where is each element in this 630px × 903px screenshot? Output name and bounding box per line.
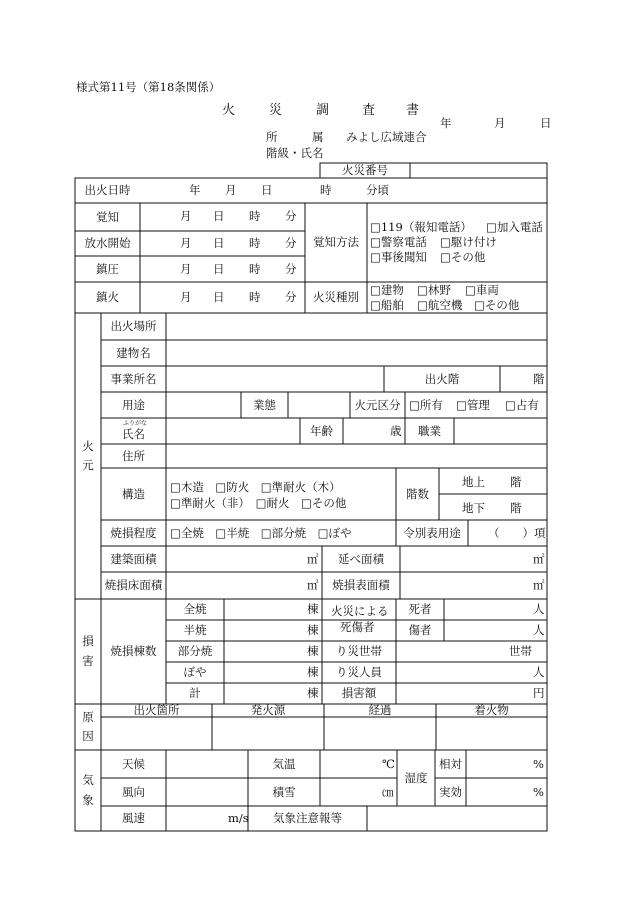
building-label: 建物名 <box>116 345 151 360</box>
office-label: 事業所名 <box>110 371 157 386</box>
sqm-unit: ㎡ <box>307 552 319 566</box>
unit-minute: 分 <box>285 262 297 276</box>
extinguish-label: 鎮火 <box>96 290 119 305</box>
unit-hour: 時 <box>249 236 261 250</box>
method-option[interactable]: □加入電話 <box>486 220 543 234</box>
affil-label: 所 <box>266 130 278 144</box>
cm-unit: ㎝ <box>382 785 394 799</box>
cause-header: 経過 <box>368 703 392 718</box>
damage-options[interactable]: □全焼 □半焼 □部分焼 □ぼや <box>170 526 352 540</box>
sqm-unit: ㎡ <box>533 552 545 566</box>
detect-label: 覚知 <box>96 209 119 224</box>
total-area-label: 延べ面積 <box>338 551 384 566</box>
burn-row-label: 計 <box>189 686 201 701</box>
unit-hour: 時 <box>249 262 261 276</box>
method-option[interactable]: □事後聞知 <box>370 250 427 264</box>
name-ruby: ふりがな <box>123 420 148 427</box>
floors-label: 階数 <box>406 486 429 501</box>
type-option[interactable]: □その他 <box>474 298 520 312</box>
pct-unit: % <box>533 785 544 799</box>
type-option[interactable]: □林野 <box>417 283 451 297</box>
class-option[interactable]: □所有 <box>409 398 443 412</box>
date-day: 日 <box>540 116 552 130</box>
snow-label: 積雪 <box>272 784 296 799</box>
unit-day: 日 <box>213 262 225 276</box>
ms-unit: m/s <box>228 811 249 825</box>
date-year: 年 <box>440 116 452 130</box>
age-label: 年齢 <box>310 423 333 438</box>
unit-day: 日 <box>213 236 225 250</box>
floor-label: 出火階 <box>424 371 460 386</box>
burn-row-label: 部分焼 <box>177 644 213 659</box>
fire-number-label: 火災番号 <box>342 163 388 178</box>
casualty-label: 火災による <box>331 604 389 618</box>
type-option[interactable]: □建物 <box>370 283 404 297</box>
unit-hour: 時 <box>320 183 332 197</box>
method-option[interactable]: □駆け付け <box>440 235 497 249</box>
title-char: 書 <box>406 103 420 118</box>
date-month: 月 <box>494 116 506 130</box>
unit-day: 日 <box>213 290 225 304</box>
outbreak-label: 出火日時 <box>84 183 131 198</box>
method-option[interactable]: □警察電話 <box>370 235 427 249</box>
title-char: 災 <box>269 103 283 118</box>
business-label: 業態 <box>253 397 276 412</box>
title-char: 調 <box>316 103 330 118</box>
area-label: 建築面積 <box>110 551 157 566</box>
injured-label: 傷者 <box>408 623 432 638</box>
burnt-count-label: 焼損棟数 <box>110 644 157 659</box>
title-char: 査 <box>362 103 376 118</box>
suppress-label: 鎮圧 <box>96 261 119 276</box>
floor-unit: 階 <box>510 475 522 489</box>
age-unit: 歳 <box>390 424 402 438</box>
floor-unit: 階 <box>510 501 522 515</box>
cause-header: 出火箇所 <box>133 703 180 718</box>
use-label: 用途 <box>122 397 145 412</box>
relative-label: 相対 <box>439 756 462 771</box>
bldg-unit: 棟 <box>307 602 319 616</box>
annex-label: 令別表用途 <box>403 525 461 540</box>
above-label: 地上 <box>462 475 485 489</box>
class-option[interactable]: □占有 <box>505 398 539 412</box>
burn-row-label: 全焼 <box>183 602 207 617</box>
address-label: 住所 <box>122 448 145 463</box>
below-label: 地下 <box>462 501 485 515</box>
weather-side-label: 気 象 <box>82 773 94 807</box>
affil-value: みよし広域連合 <box>346 130 427 144</box>
unit-day: 日 <box>261 183 273 197</box>
rank-name-label: 階級・氏名 <box>266 146 324 160</box>
water-start-label: 放水開始 <box>84 236 131 251</box>
effective-label: 実効 <box>439 784 462 799</box>
burn-row-label: 半焼 <box>183 623 207 638</box>
wind-dir-label: 風向 <box>122 784 145 799</box>
temp-unit: ℃ <box>382 757 395 771</box>
title-char: 火 <box>222 103 236 118</box>
casualty-label: 死傷者 <box>340 620 375 634</box>
burnt-floor-label: 焼損床面積 <box>104 578 163 593</box>
victims-label: り災人員 <box>336 665 382 680</box>
unit-hour: 時 <box>249 290 261 304</box>
weather-label: 天候 <box>122 756 145 771</box>
class-label: 火元区分 <box>354 397 401 412</box>
unit-month: 月 <box>180 262 192 276</box>
bldg-unit: 棟 <box>307 623 319 637</box>
burn-row-label: ぼや <box>183 665 207 680</box>
person-unit: 人 <box>533 623 545 637</box>
type-option[interactable]: □航空機 <box>417 298 463 312</box>
humidity-label: 湿度 <box>404 770 428 785</box>
floor-unit: 階 <box>533 372 545 386</box>
damage-degree-label: 焼損程度 <box>110 525 157 540</box>
fire-type-label: 火災種別 <box>313 290 359 305</box>
outbreak-field[interactable] <box>140 178 547 203</box>
temp-label: 気温 <box>272 756 296 771</box>
type-option[interactable]: □船舶 <box>370 298 404 312</box>
origin-side-label: 火 元 <box>82 438 94 472</box>
job-label: 職業 <box>418 423 441 438</box>
type-option[interactable]: □車両 <box>465 283 499 297</box>
dead-label: 死者 <box>408 602 432 617</box>
unit-month: 月 <box>180 290 192 304</box>
fire-number-field[interactable] <box>410 163 547 178</box>
unit-month: 月 <box>225 183 237 197</box>
form-number: 様式第11号（第18条関係） <box>76 80 221 94</box>
unit-minute: 分 <box>285 290 297 304</box>
annex-value[interactable]: （ ）項 <box>488 526 546 540</box>
affil-label: 属 <box>312 130 324 144</box>
class-option[interactable]: □管理 <box>456 398 490 412</box>
yen-unit: 円 <box>533 686 545 700</box>
structure-options[interactable]: □木造 □防火 □準耐火（木） <box>170 480 341 494</box>
wind-speed-label: 風速 <box>122 811 145 826</box>
households-label: り災世帯 <box>336 644 382 659</box>
bldg-unit: 棟 <box>307 686 319 700</box>
cause-header: 発火源 <box>250 703 286 718</box>
structure-label: 構造 <box>122 486 145 501</box>
pct-unit: % <box>533 757 544 771</box>
unit-minute-approx: 分頃 <box>366 183 389 197</box>
unit-minute: 分 <box>285 236 297 250</box>
person-unit: 人 <box>533 665 545 679</box>
warning-label: 気象注意報等 <box>273 811 342 826</box>
bldg-unit: 棟 <box>307 644 319 658</box>
household-unit: 世帯 <box>509 644 532 658</box>
sqm-unit: ㎡ <box>307 578 319 592</box>
unit-hour: 時 <box>249 209 261 223</box>
sqm-unit: ㎡ <box>533 578 545 592</box>
method-option[interactable]: □その他 <box>440 250 486 264</box>
burnt-surface-label: 焼損表面積 <box>332 578 390 593</box>
cause-header: 着火物 <box>474 703 509 718</box>
person-unit: 人 <box>533 602 545 616</box>
unit-year: 年 <box>189 183 201 197</box>
method-option[interactable]: □119（報知電話） <box>370 220 472 234</box>
structure-options[interactable]: □準耐火（非） □耐火 □その他 <box>170 496 347 510</box>
unit-month: 月 <box>180 209 192 223</box>
loss-label: 損害額 <box>341 686 377 701</box>
cause-side-label: 原 因 <box>82 709 94 743</box>
bldg-unit: 棟 <box>307 665 319 679</box>
place-label: 出火場所 <box>110 319 157 334</box>
detect-method-label: 覚知方法 <box>313 235 359 250</box>
unit-day: 日 <box>213 209 225 223</box>
unit-minute: 分 <box>285 209 297 223</box>
unit-month: 月 <box>180 236 192 250</box>
damage-side-label: 損 害 <box>82 634 94 668</box>
name-label: 氏名 <box>122 426 145 441</box>
